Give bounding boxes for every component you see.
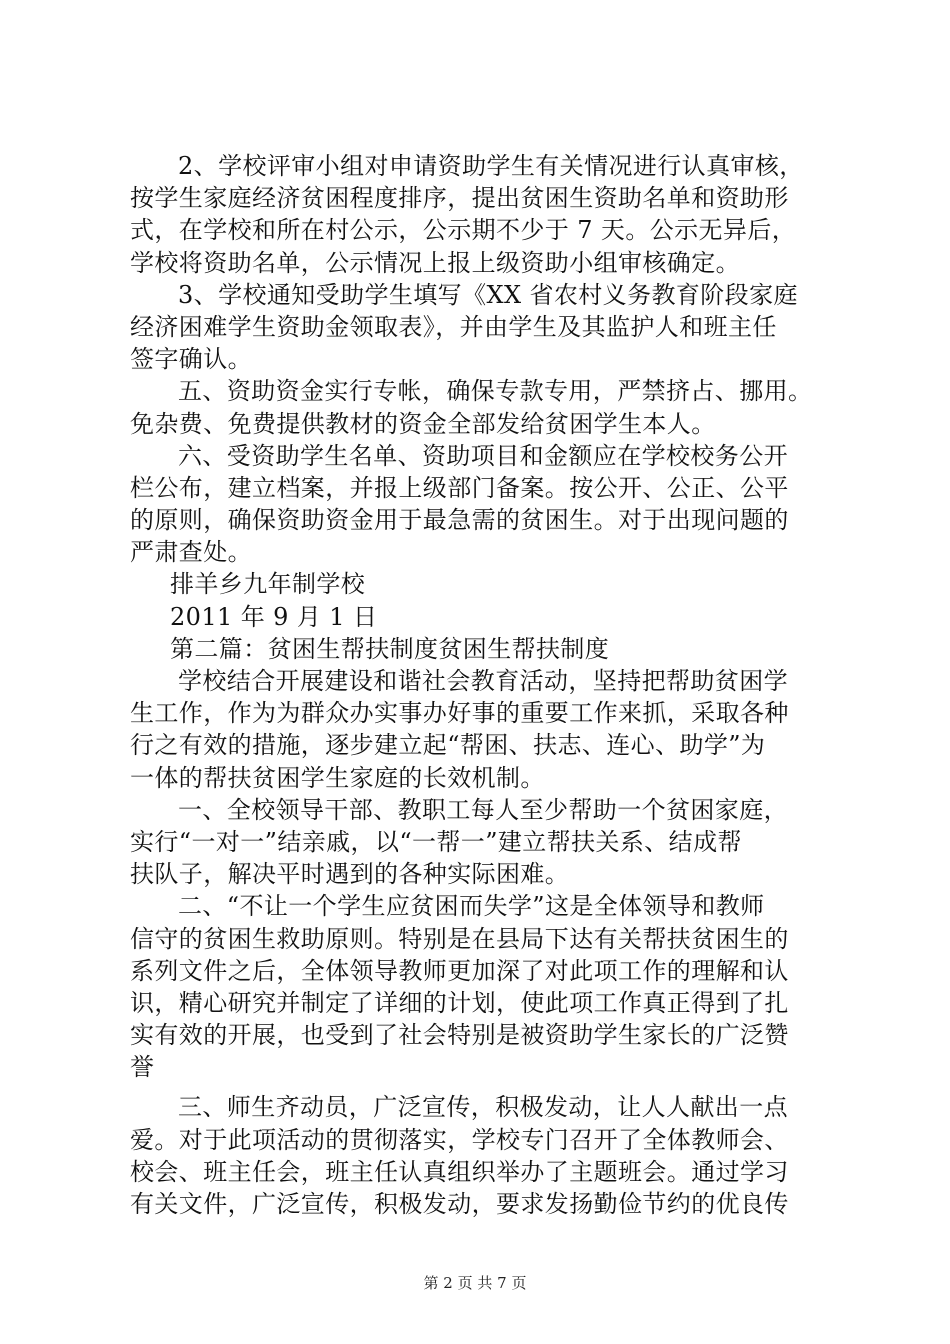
paragraph-line: 严肃查处。 [130, 538, 252, 567]
page-number: 第 2 页 共 7 页 [423, 1274, 527, 1292]
paragraph-line: 式，在学校和所在村公示，公示期不少于 7 天。公示无异后， [130, 216, 797, 245]
paragraph-line: 生工作，作为为群众办实事办好事的重要工作来抓，采取各种 [130, 699, 789, 728]
paragraph-line: 实行“一对一”结亲戚，以“一帮一”建立帮扶关系、结成帮 [130, 827, 742, 856]
paragraph-line: 有关文件，广泛宣传，积极发动，要求发扬勤俭节约的优良传 [130, 1190, 789, 1218]
paragraph-line: 六、受资助学生名单、资助项目和金额应在学校校务公开 [178, 441, 788, 470]
paragraph-line: 校会、班主任会，班主任认真组织举办了主题班会。通过学习 [130, 1157, 789, 1186]
paragraph-line: 按学生家庭经济贫困程度排序，提出贫困生资助名单和资助形 [130, 184, 789, 213]
paragraph-line: 免杂费、免费提供教材的资金全部发给贫困学生本人。 [130, 409, 716, 438]
paragraph-line: 一、全校领导干部、教职工每人至少帮助一个贫困家庭， [178, 795, 788, 824]
paragraph-line: 学校结合开展建设和谐社会教育活动，坚持把帮助贫困学 [178, 667, 788, 695]
signature-school: 排羊乡九年制学校 [170, 570, 366, 599]
paragraph-line: 五、资助资金实行专帐，确保专款专用，严禁挤占、挪用。 [178, 377, 813, 406]
paragraph-line: 的原则，确保资助资金用于最急需的贫困生。对于出现问题的 [130, 506, 789, 535]
document-body [130, 150, 830, 1220]
paragraph-line: 行之有效的措施，逐步建立起“帮困、扶志、连心、助学”为 [130, 731, 766, 760]
paragraph-line: 信守的贫困生救助原则。特别是在县局下达有关帮扶贫困生的 [130, 924, 789, 953]
paragraph-line: 系列文件之后，全体领导教师更加深了对此项工作的理解和认 [130, 956, 789, 985]
paragraph-line: 3、学校通知受助学生填写《XX 省农村义务教育阶段家庭 [178, 280, 798, 309]
signature-date: 2011 年 9 月 1 日 [170, 602, 378, 631]
paragraph-line: 学校将资助名单，公示情况上报上级资助小组审核确定。 [130, 248, 740, 277]
paragraph-line: 誉 [130, 1053, 155, 1082]
section-heading: 第二篇：贫困生帮扶制度贫困生帮扶制度 [170, 634, 610, 663]
paragraph-line: 识，精心研究并制定了详细的计划，使此项工作真正得到了扎 [130, 988, 789, 1017]
paragraph-line: 签字确认。 [130, 345, 252, 374]
paragraph-line: 二、“不让一个学生应贫困而失学”这是全体领导和教师 [178, 892, 765, 921]
paragraph-line: 三、师生齐动员，广泛宣传，积极发动，让人人献出一点 [178, 1093, 788, 1122]
paragraph-line: 栏公布，建立档案，并报上级部门备案。按公开、公正、公平 [130, 473, 789, 502]
paragraph-line: 实有效的开展，也受到了社会特别是被资助学生家长的广泛赞 [130, 1021, 789, 1050]
paragraph-line: 爱。对于此项活动的贯彻落实，学校专门召开了全体教师会、 [130, 1125, 789, 1154]
paragraph-line: 一体的帮扶贫困学生家庭的长效机制。 [130, 763, 545, 792]
paragraph-line: 经济困难学生资助金领取表》，并由学生及其监护人和班主任 [130, 312, 777, 341]
paragraph-line: 扶队子，解决平时遇到的各种实际困难。 [130, 860, 570, 889]
paragraph-line: 2、学校评审小组对申请资助学生有关情况进行认真审核， [178, 152, 804, 180]
